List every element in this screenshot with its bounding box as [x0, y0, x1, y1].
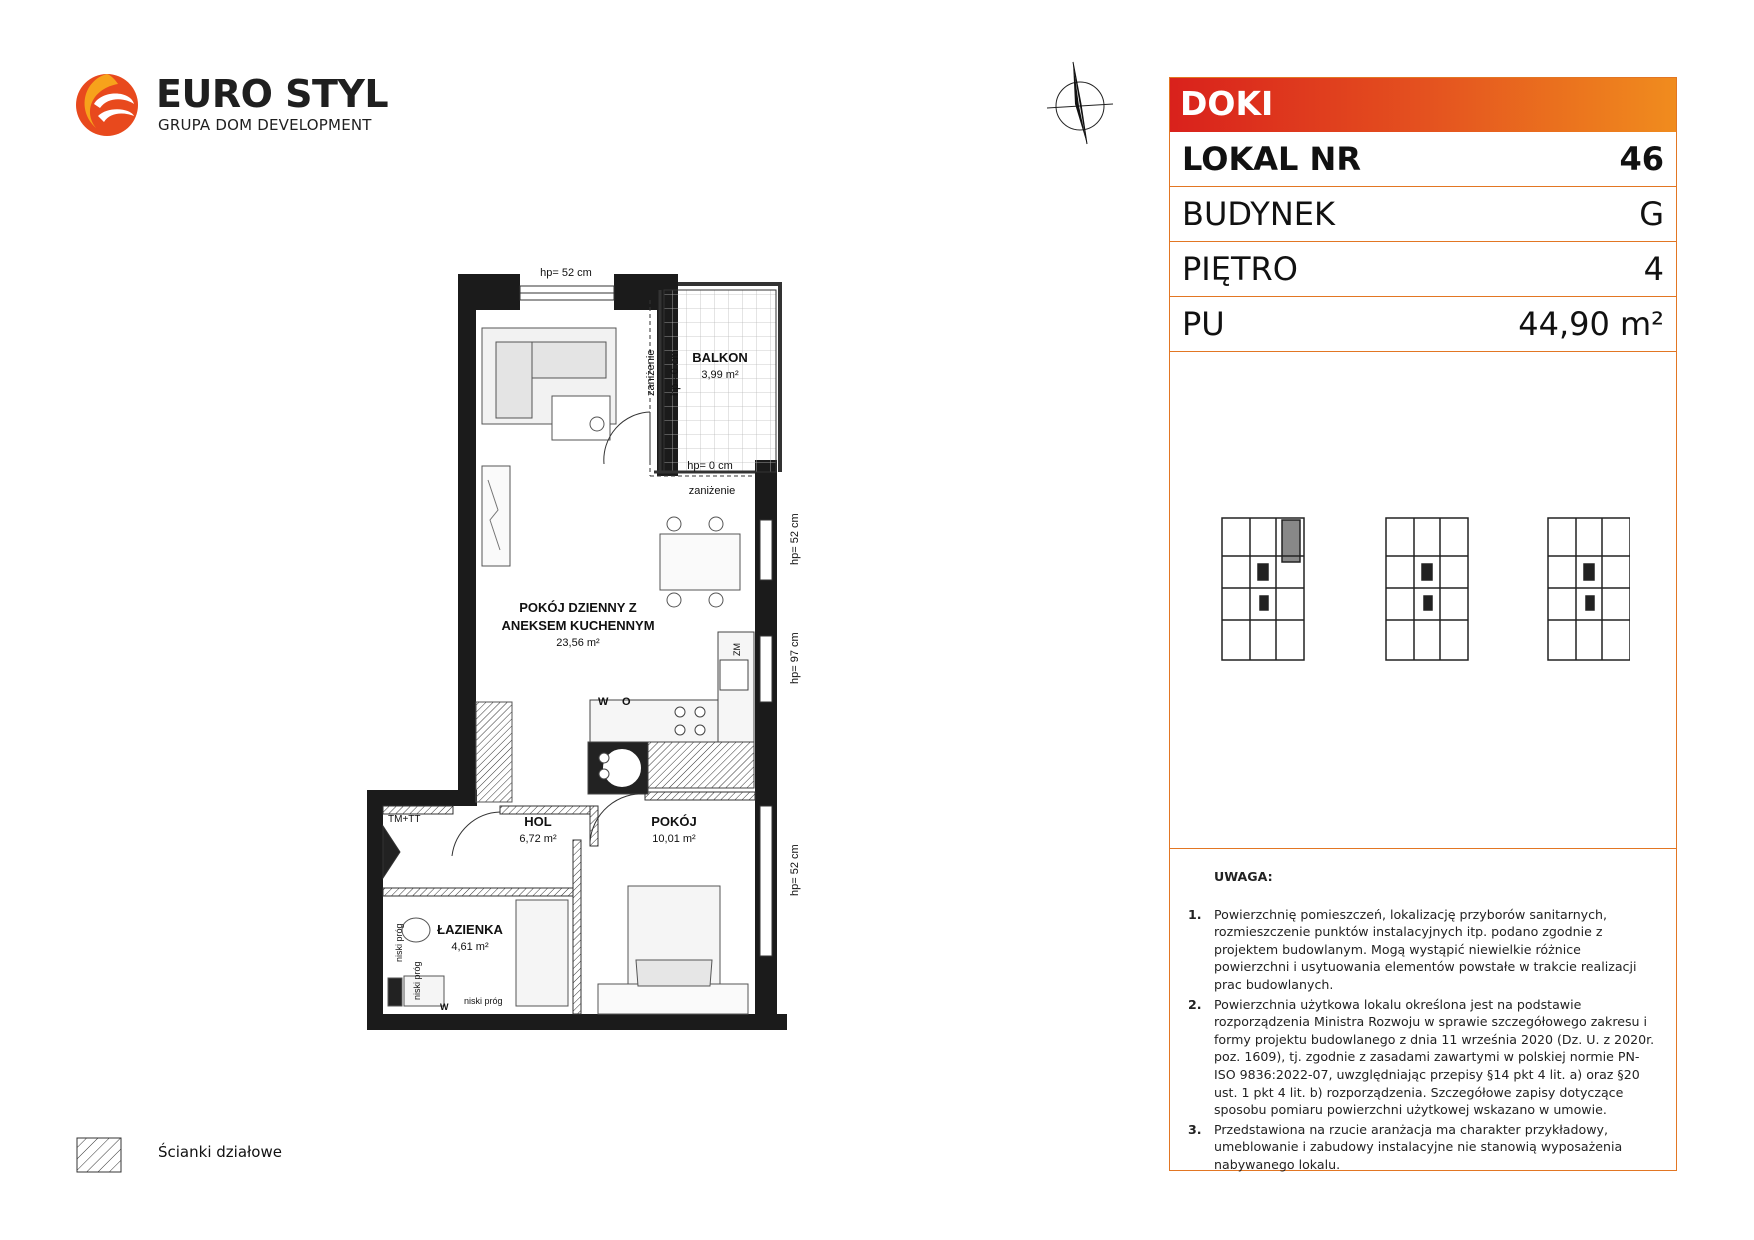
- note-number: 3.: [1188, 1121, 1202, 1137]
- niski-prog-note-a: niski próg: [394, 923, 404, 962]
- row-lokal: [1170, 132, 1676, 187]
- hp0-horizontal-note: hp= 0 cm: [687, 460, 733, 472]
- lazienka-area: 4,61 m²: [451, 941, 489, 953]
- row-label: LOKAL NR: [1182, 140, 1361, 178]
- note-text: Powierzchnia użytkowa lokalu określona jest na podstawie rozporządzenia Ministra Rozwoju w sprawie szczegółowego zakresu i formy projektu budowlanego z dnia 11 września 2020 (Dz. U. z 2020r. poz. 1609), tj. zgodnie z zasadami zawartymi w polskiej normie PN-ISO 9836:2022-07, uwzględniając przepisy §14 pkt 4 lit. a) oraz §20 ust. 1 pkt 4 lit. b) rozporządzenia. Szczegółowe zapisy dotyczące sposobu pomiaru powierzchni użytkowej wskazano w umowie.: [1214, 996, 1655, 1118]
- hp0-vertical-note: hp= 0 cm: [669, 350, 681, 396]
- legend-hatch-swatch: [76, 1137, 122, 1173]
- pokoj-area: 10,01 m²: [652, 833, 696, 845]
- balkon-label: BALKON: [692, 350, 748, 365]
- pokoj-label: POKÓJ: [651, 814, 697, 829]
- notes-title: UWAGA:: [1214, 869, 1273, 884]
- row-value: 46: [1619, 140, 1664, 178]
- building-key-plans: [1220, 516, 1630, 666]
- zanizenie-vertical-note: zaniżenie: [645, 349, 657, 396]
- w-marker: W: [598, 696, 609, 708]
- hol-area: 6,72 m²: [519, 833, 557, 845]
- balkon-area: 3,99 m²: [701, 369, 739, 381]
- notes: [1188, 868, 1658, 1176]
- project-header: [1170, 78, 1676, 132]
- key-plan-2: [1386, 518, 1468, 660]
- row-pu: [1170, 297, 1676, 352]
- living-label-1: POKÓJ DZIENNY Z: [519, 600, 637, 615]
- compass-north-icon: [1045, 58, 1115, 148]
- note-text: Przedstawiona na rzucie aranżacja ma charakter przykładowy, umeblowanie i zabudowy instalacyjne nie stanowią wyposażenia nabywanego lokalu.: [1214, 1121, 1623, 1172]
- hp97-note: hp= 97 cm: [789, 632, 801, 684]
- hp52-top-note: hp= 52 cm: [540, 267, 592, 279]
- key-plan-3: [1548, 518, 1630, 660]
- note-item: [1188, 906, 1658, 994]
- note-item: [1188, 996, 1658, 1119]
- legend-label: Ścianki działowe: [158, 1143, 282, 1161]
- kitchen: [588, 632, 754, 794]
- living-area: 23,56 m²: [556, 637, 600, 649]
- lazienka-label: ŁAZIENKA: [437, 922, 503, 937]
- note-number: 2.: [1188, 996, 1202, 1012]
- niski-prog-note-b: niski próg: [412, 961, 422, 1000]
- brand-tagline: GRUPA DOM DEVELOPMENT: [158, 116, 372, 134]
- zm-note: ZM: [732, 643, 742, 656]
- project-name: DOKI: [1180, 84, 1274, 123]
- row-pietro: [1170, 242, 1676, 297]
- row-value: 44,90 m²: [1518, 305, 1664, 343]
- hp52-right-note-1: hp= 52 cm: [789, 513, 801, 565]
- info-panel: [1169, 77, 1677, 1171]
- w-small-marker: W: [440, 1002, 449, 1012]
- row-budynek: [1170, 187, 1676, 242]
- row-value: G: [1639, 195, 1664, 233]
- row-label: BUDYNEK: [1182, 195, 1335, 233]
- row-label: PIĘTRO: [1182, 250, 1298, 288]
- note-item: [1188, 1121, 1658, 1174]
- o-marker: O: [622, 696, 631, 708]
- row-label: PU: [1182, 305, 1225, 343]
- notes-divider: [1170, 848, 1676, 849]
- zanizenie-horizontal-note: zaniżenie: [688, 485, 736, 497]
- hol-label: HOL: [524, 814, 552, 829]
- key-plan-1: [1222, 518, 1304, 660]
- row-value: 4: [1643, 250, 1664, 288]
- note-number: 1.: [1188, 906, 1202, 922]
- brand-name: EURO STYL: [156, 72, 389, 116]
- note-text: Powierzchnię pomieszczeń, lokalizację przyborów sanitarnych, rozmieszczenie punktów instalacyjnych itp. podano zgodnie z projektem budowlanym. Mogą wystąpić niewielkie różnice powierzchni i usytuowania elementów powstałe w trakcie realizacji prac budowlanych.: [1214, 906, 1637, 992]
- niski-prog-note-c: niski próg: [464, 996, 503, 1006]
- living-label-2: ANEKSEM KUCHENNYM: [501, 618, 655, 633]
- hp52-right-note-2: hp= 52 cm: [789, 844, 801, 896]
- bedroom-furniture: [598, 886, 748, 1014]
- tm-tt-note: TM+TT: [388, 814, 421, 825]
